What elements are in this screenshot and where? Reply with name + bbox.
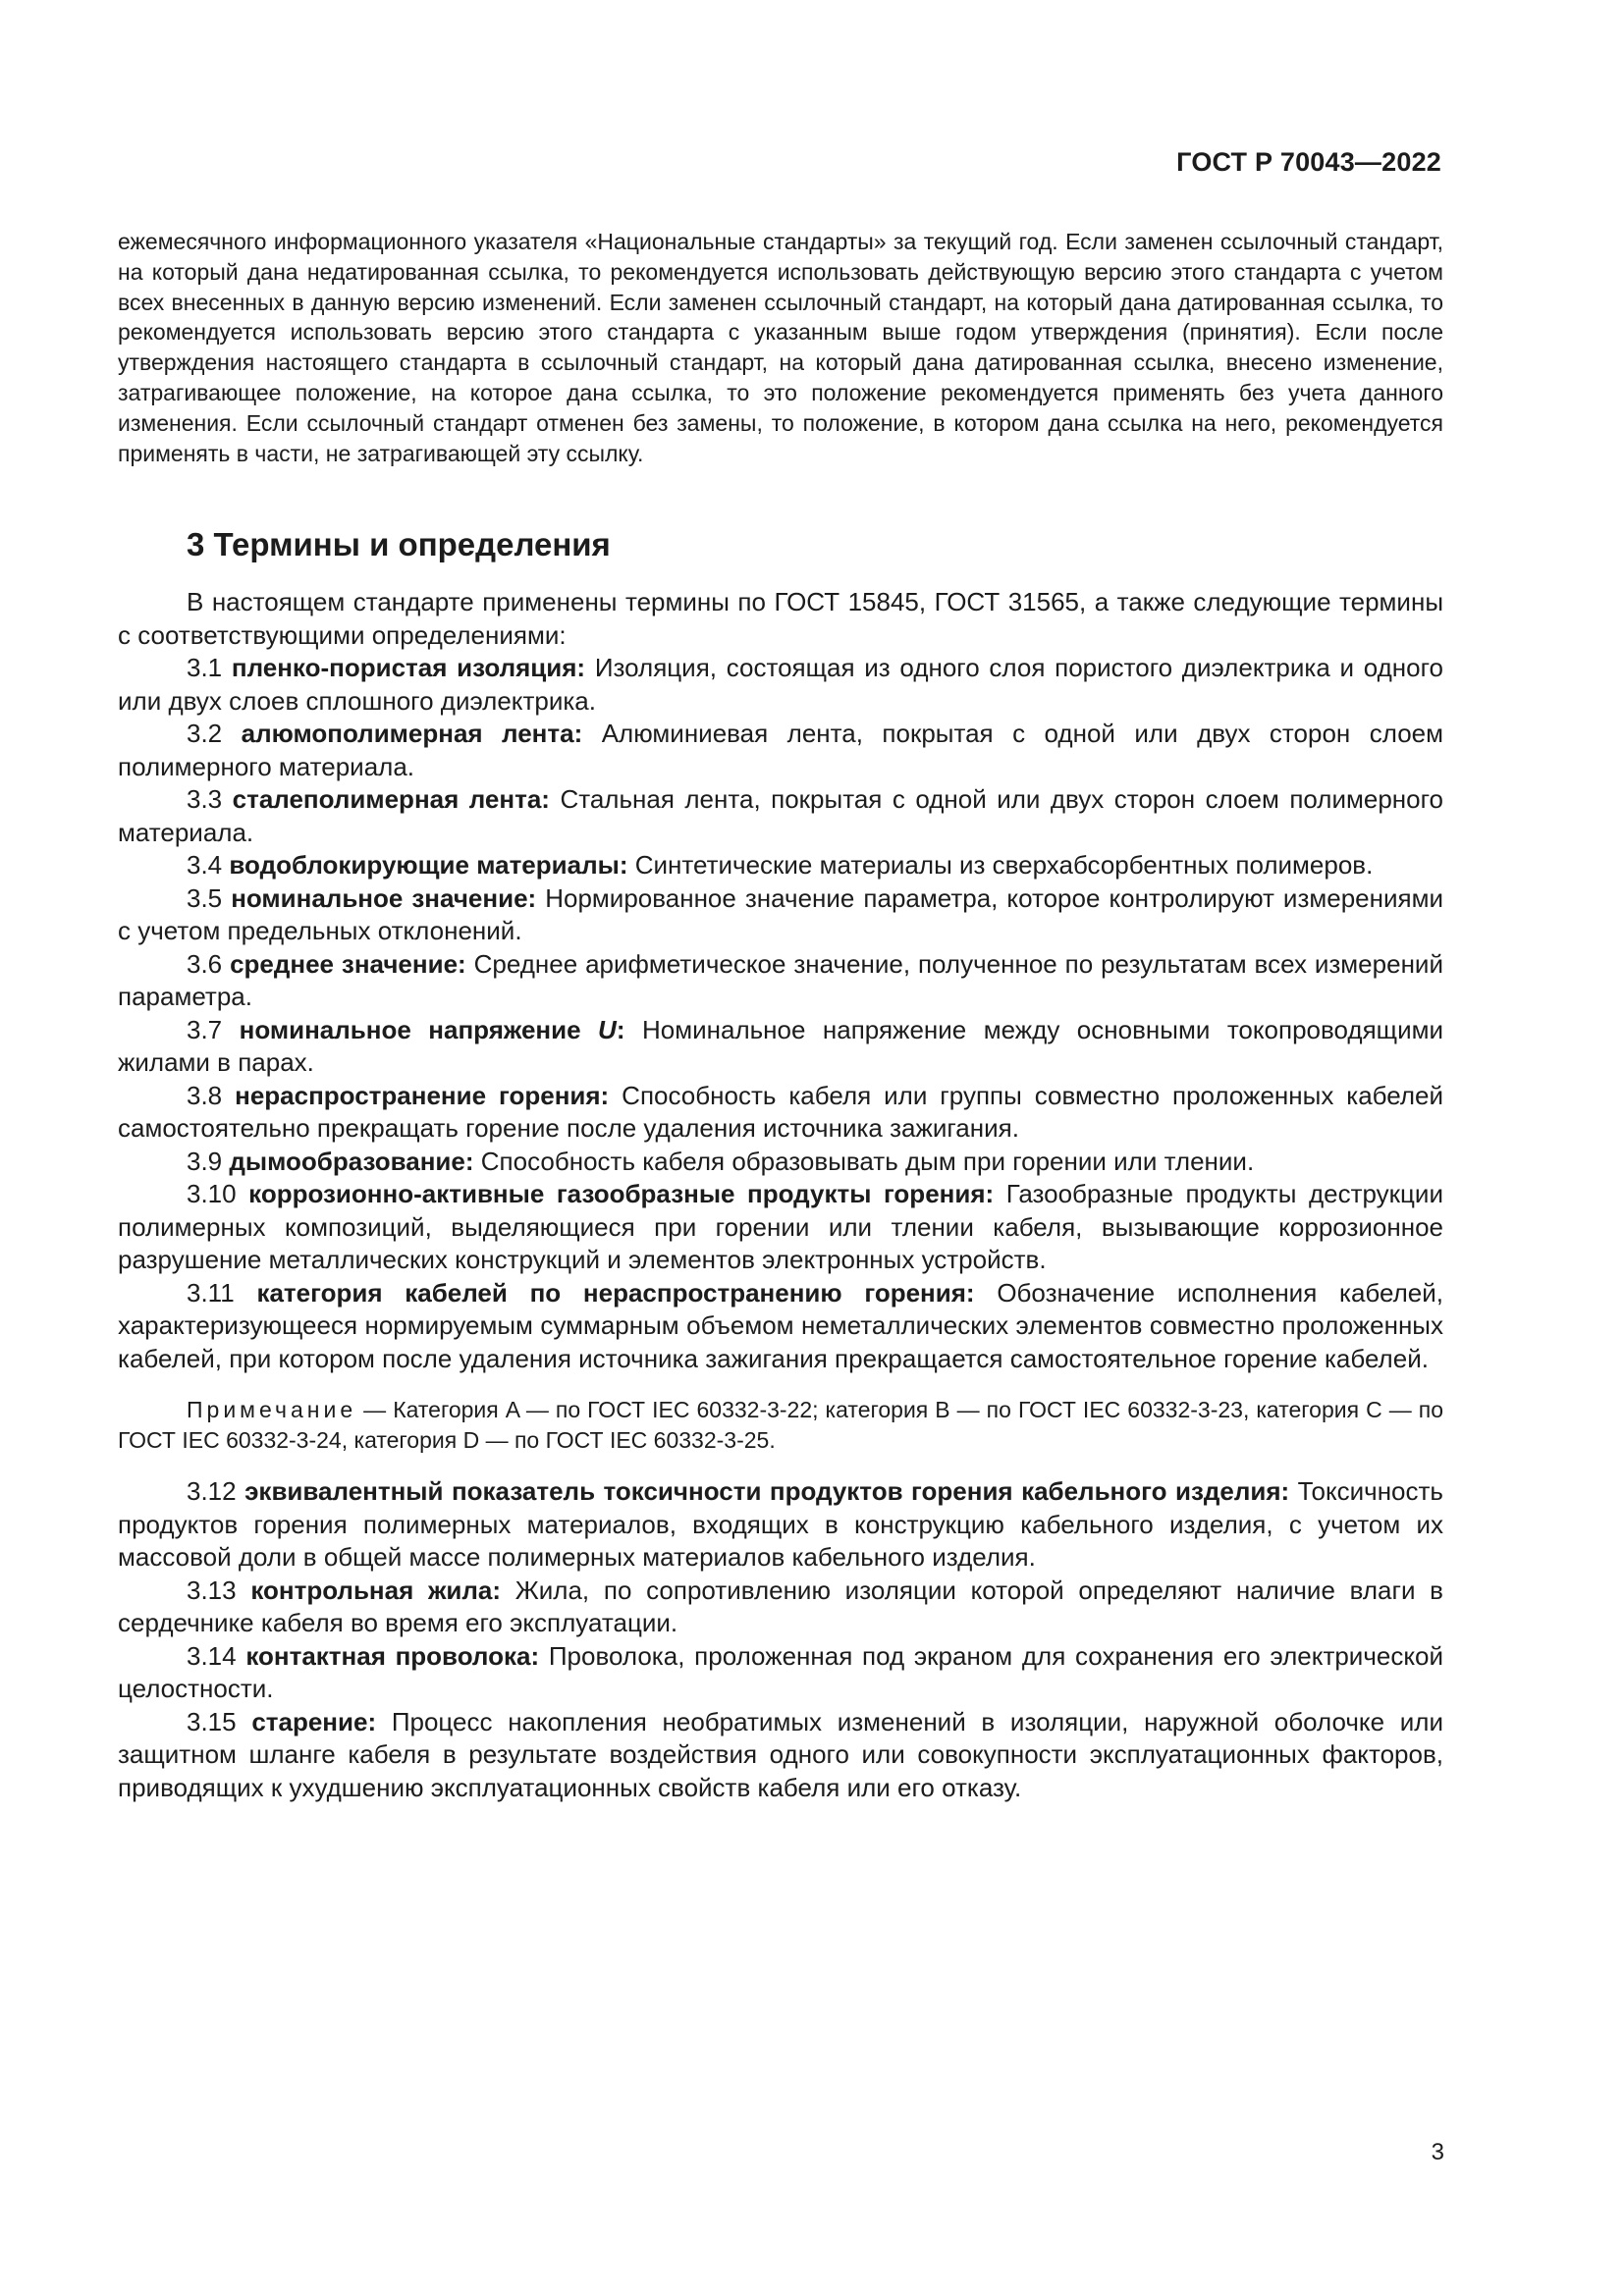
- page-number: 3: [1431, 2139, 1444, 2165]
- term-definition: Способность кабеля или группы совместно проложенных кабелей самостоятельно прекращать горение после удаления источника зажигания.: [118, 1080, 1444, 1143]
- term-symbol: U: [598, 1014, 617, 1044]
- term-definition: Газообразные продукты деструкции полимерных композиций, выделяющиеся при горении или тлении кабеля, вызывающие коррозионное разрушение металлических конструкций и элементов электронных устройств.: [118, 1179, 1443, 1274]
- term-definition: Стальная лента, покрытая с одной или двух сторон слоем полимерного материала.: [118, 784, 1443, 847]
- term-name: номинальное значение:: [231, 882, 537, 913]
- note-text: — Категория A — по ГОСТ IEC 60332-3-22; категория B — по ГОСТ IEC 60332-3-23, категория C — по ГОСТ IEC 60332-3-24, категория D — по ГОСТ IEC 60332-3-25.: [118, 1397, 1443, 1453]
- note-label: Примечание: [187, 1397, 357, 1422]
- term-3-11: 3.11 категория кабелей по нераспространению горения: Обозначение исполнения кабелей, характеризующееся нормируемым суммарным объемом неметаллических элементов совместно проложенных кабелей, при котором после удаления источника зажигания прекращается самостоятельное горение кабелей.: [118, 1277, 1444, 1373]
- term-name: алюмополимерная лента:: [241, 719, 583, 748]
- intro-paragraph: ежемесячного информационного указателя «Национальные стандарты» за текущий год. Если заменен ссылочный стандарт, на который дана недатированная ссылка, то рекомендуется использовать действующую версию этого стандарта с учетом всех внесенных в данную версию изменений. Если заменен ссылочный стандарт, на который дана датированная ссылка, то рекомендуется использовать версию этого стандарта с указанным выше годом утверждения (принятия). Если после утверждения настоящего стандарта в ссылочный стандарт, на который дана датированная ссылка, внесено изменение, затрагивающее положение, на которое дана ссылка, то это положение рекомендуется применять без учета данного изменения. Если ссылочный стандарт отменен без замены, то положение, в котором дана ссылка на него, рекомендуется применять в части, не затрагивающей эту ссылку.: [118, 229, 1443, 466]
- section-body: [118, 586, 1443, 1804]
- term-name: эквивалентный показатель токсичности продуктов горения кабельного изделия:: [244, 1476, 1290, 1506]
- term-definition: Изоляция, состоящая из одного слоя пористого диэлектрика и одного или двух слоев сплошного диэлектрика.: [118, 653, 1443, 716]
- term-3-12: 3.12 эквивалентный показатель токсичности продуктов горения кабельного изделия: Токсичность продуктов горения полимерных материалов, входящих в конструкцию кабельного изделия, с учетом их массовой доли в общей массе полимерных материалов кабельного изделия.: [118, 1476, 1443, 1572]
- term-definition: Номинальное напряжение между основными токопроводящими жилами в парах.: [118, 1014, 1443, 1077]
- term-3-14: 3.14 контактная проволока: Проволока, проложенная под экраном для сохранения его электрической целостности.: [118, 1640, 1443, 1703]
- term-definition: Токсичность продуктов горения полимерных материалов, входящих в конструкцию кабельного изделия, с учетом их массовой доли в общей массе полимерных материалов кабельного изделия.: [118, 1476, 1443, 1572]
- term-definition: Нормированное значение параметра, которое контролируют измерениями с учетом предельных отклонений.: [118, 882, 1443, 945]
- term-definition: Алюминиевая лента, покрытая с одной или двух сторон слоем полимерного материала.: [118, 719, 1444, 781]
- section-lead: В настоящем стандарте применены термины по ГОСТ 15845, ГОСТ 31565, а также следующие термины с соответствующими определениями:: [118, 587, 1443, 650]
- term-name: нераспространение горения:: [235, 1080, 610, 1110]
- term-3-9: 3.9 дымообразование: Способность кабеля образовывать дым при горении или тлении.: [187, 1146, 1255, 1176]
- term-3-10: 3.10 коррозионно-активные газообразные продукты горения: Газообразные продукты деструкции полимерных композиций, выделяющиеся при горении или тлении кабеля, вызывающие коррозионное разрушение металлических конструкций и элементов электронных устройств.: [118, 1179, 1443, 1274]
- term-definition: Жила, по сопротивлению изоляции которой определяют наличие влаги в сердечнике кабеля во время его эксплуатации.: [118, 1575, 1443, 1637]
- term-3-5: 3.5 номинальное значение: Нормированное значение параметра, которое контролируют измерениями с учетом предельных отклонений.: [118, 882, 1443, 945]
- term-name: сталеполимерная лента:: [232, 784, 550, 814]
- term-definition: Обозначение исполнения кабелей, характеризующееся нормируемым суммарным объемом неметаллических элементов совместно проложенных кабелей, при котором после удаления источника зажигания прекращается самостоятельное горение кабелей.: [118, 1277, 1444, 1373]
- term-3-2: 3.2 алюмополимерная лента: Алюминиевая лента, покрытая с одной или двух сторон слоем полимерного материала.: [118, 719, 1444, 781]
- term-name: дымообразование:: [229, 1146, 474, 1176]
- term-name: контрольная жила:: [250, 1575, 502, 1605]
- term-definition: Процесс накопления необратимых изменений в изоляции, наружной оболочке или защитном шланге кабеля в результате воздействия одного или совокупности эксплуатационных факторов, приводящих к ухудшению эксплуатационных свойств кабеля или его отказу.: [118, 1706, 1443, 1802]
- term-name: водоблокирующие материалы:: [229, 850, 628, 880]
- term-3-15: 3.15 старение: Процесс накопления необратимых изменений в изоляции, наружной оболочке или защитном шланге кабеля в результате воздействия одного или совокупности эксплуатационных факторов, приводящих к ухудшению эксплуатационных свойств кабеля или его отказу.: [118, 1706, 1443, 1802]
- term-definition: Проволока, проложенная под экраном для сохранения его электрической целостности.: [118, 1640, 1443, 1703]
- term-definition: Способность кабеля образовывать дым при горении или тлении.: [480, 1146, 1255, 1176]
- term-3-6: 3.6 среднее значение: Среднее арифметическое значение, полученное по результатам всех измерений параметра.: [118, 948, 1443, 1011]
- term-definition: Синтетические материалы из сверхабсорбентных полимеров.: [634, 850, 1374, 880]
- term-name: среднее значение:: [230, 948, 466, 979]
- term-name: коррозионно-активные газообразные продукты горения:: [248, 1179, 995, 1208]
- term-name: категория кабелей по нераспространению горения:: [256, 1277, 975, 1308]
- term-name: пленко-пористая изоляция:: [231, 653, 586, 682]
- term-name: номинальное напряжение U:: [239, 1014, 625, 1044]
- term-name: контактная проволока:: [245, 1640, 540, 1671]
- term-definition: Среднее арифметическое значение, полученное по результатам всех измерений параметра.: [118, 948, 1443, 1011]
- term-3-1: 3.1 пленко-пористая изоляция: Изоляция, состоящая из одного слоя пористого диэлектрика и одного или двух слоев сплошного диэлектрика.: [118, 653, 1443, 716]
- term-3-8: 3.8 нераспространение горения: Способность кабеля или группы совместно проложенных кабелей самостоятельно прекращать горение после удаления источника зажигания.: [118, 1080, 1444, 1143]
- term-name: старение:: [251, 1706, 377, 1736]
- term-3-3: 3.3 сталеполимерная лента: Стальная лента, покрытая с одной или двух сторон слоем полимерного материала.: [118, 784, 1443, 847]
- term-3-4: 3.4 водоблокирующие материалы: Синтетические материалы из сверхабсорбентных полимеров.: [187, 850, 1374, 880]
- note: [118, 1395, 1443, 1456]
- section-title: 3 Термины и определения: [187, 526, 611, 562]
- term-3-13: 3.13 контрольная жила: Жила, по сопротивлению изоляции которой определяют наличие влаги в сердечнике кабеля во время его эксплуатации.: [118, 1575, 1443, 1637]
- document-code: ГОСТ Р 70043—2022: [1176, 147, 1441, 177]
- term-3-7: 3.7 номинальное напряжение U: Номинальное напряжение между основными токопроводящими жилами в парах.: [118, 1014, 1443, 1077]
